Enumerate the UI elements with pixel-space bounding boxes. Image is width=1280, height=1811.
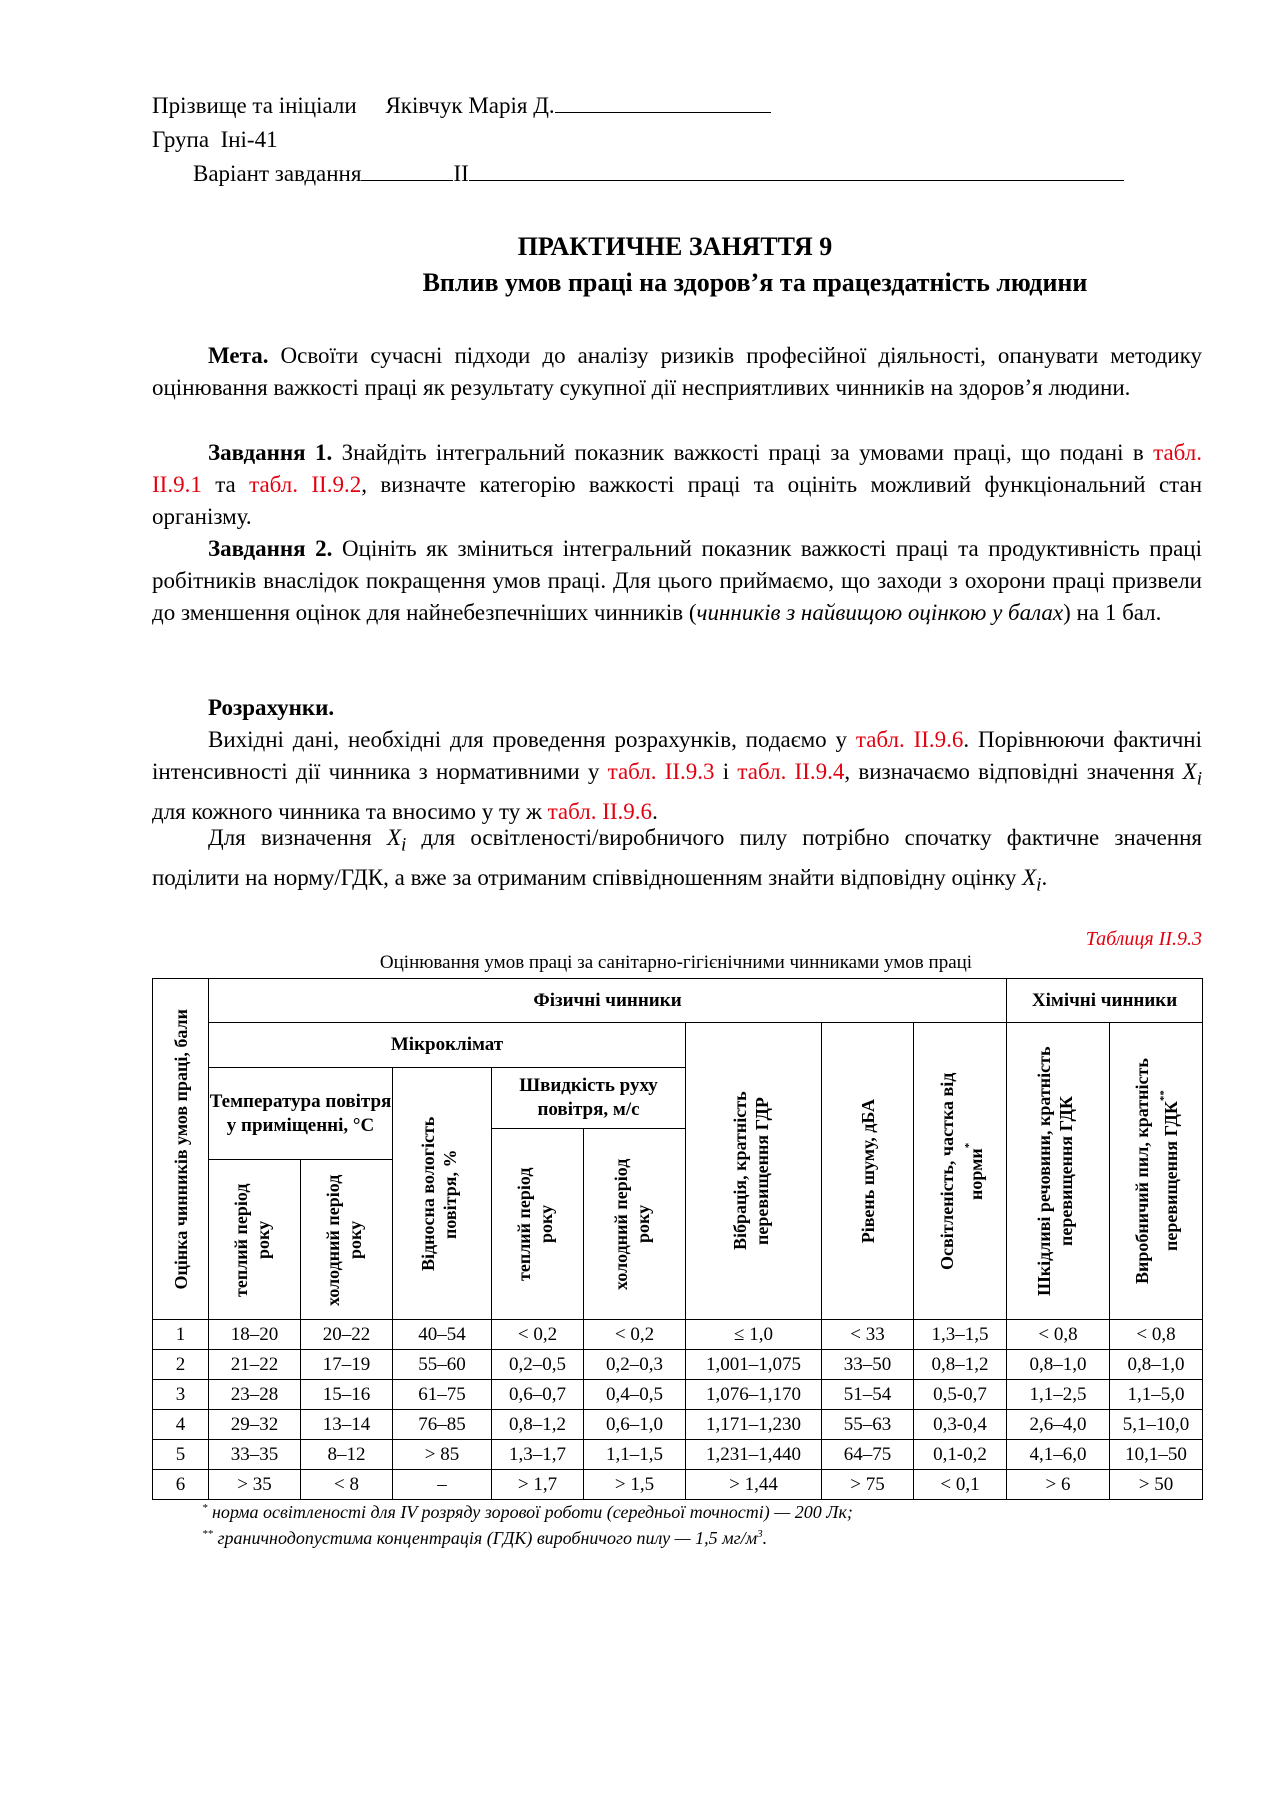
task2-text-a: Оцініть як зміниться інтегральний показник важкості праці та продуктивність праці робітників внаслідок покращення умов праці. Для цього приймаємо, що заходи з охорони праці призвели до зменшення оцінок для найнебезпечніших чинників ( [152,536,1202,625]
page-subtitle: Вплив умов праці на здоров’я та працездатність людини [422,268,1088,297]
page-title: ПРАКТИЧНЕ ЗАНЯТТЯ 9 [517,232,833,261]
table-cell: 51–54 [822,1380,914,1410]
table-cell-score: 4 [153,1410,209,1440]
table-cell: > 1,44 [686,1470,822,1500]
table-cell: 0,8–1,2 [492,1410,584,1440]
table-cell: 33–50 [822,1350,914,1380]
header-microclimate: Мікроклімат [209,1023,686,1068]
task1-label: Завдання 1. [208,440,333,465]
header-speed-cold: холодний період року [584,1129,686,1320]
table-cell: 17–19 [301,1350,393,1380]
table-cell-score: 6 [153,1470,209,1500]
task2-italic: чинників з найвищою оцінкою у балах [696,600,1064,625]
calc-p1-e: для кожного чинника та вносимо у ту ж [152,798,542,824]
table-caption: Таблиця II.9.3 [1085,928,1202,950]
variant-line [193,160,1124,188]
table-row [153,1410,1203,1440]
table-cell: < 0,8 [1007,1320,1110,1350]
calc-p1-d: , визначаємо відповідні значення [844,759,1175,784]
table-cell: 1,1–5,0 [1110,1380,1203,1410]
table-cell: > 35 [209,1470,301,1500]
table-cell: 61–75 [393,1380,492,1410]
table-cell: 21–22 [209,1350,301,1380]
table-body [153,1320,1203,1500]
header-vibration: Вібрація, кратність перевищення ГДР [686,1023,822,1320]
table-cell: 0,1-0,2 [914,1440,1007,1470]
table-row [153,1350,1203,1380]
table-cell: 8–12 [301,1440,393,1470]
goal-label: Мета. [208,343,269,368]
table-cell: 23–28 [209,1380,301,1410]
table-cell: < 33 [822,1320,914,1350]
task1-ref-2[interactable]: табл. II.9.2 [249,472,362,497]
table-cell: 0,2–0,5 [492,1350,584,1380]
table-cell: > 75 [822,1470,914,1500]
table-cell: < 0,2 [584,1320,686,1350]
calc-p2-b: для освітленості/виробничого пилу потрібно спочатку фактичне значення поділити на норму/ГДК, а вже за отриманим співвідношенням знайти відповідну оцінку [152,825,1203,890]
group-value: Іні-41 [220,127,278,152]
table-cell: 10,1–50 [1110,1440,1203,1470]
table-cell: 1,3–1,7 [492,1440,584,1470]
header-speed-warm: теплий період року [492,1129,584,1320]
table-cell: 40–54 [393,1320,492,1350]
table-cell: < 8 [301,1470,393,1500]
table-title: Оцінювання умов праці за санітарно-гігієнічними чинниками умов праці [379,952,973,973]
calc-ref-1[interactable]: табл. II.9.6 [855,727,964,752]
header-lighting: Освітленість, частка від норми* [914,1023,1007,1320]
header-harmful: Шкідливі речовини, кратність перевищення ГДК [1007,1023,1110,1320]
table-cell: 0,6–0,7 [492,1380,584,1410]
table-cell: < 0,8 [1110,1320,1203,1350]
calc-paragraph-2 [152,822,1202,901]
table-cell: 5,1–10,0 [1110,1410,1203,1440]
group-line [152,126,278,154]
table-cell: 64–75 [822,1440,914,1470]
table-cell-score: 2 [153,1350,209,1380]
name-underline [555,92,771,113]
table-cell-score: 1 [153,1320,209,1350]
table-cell: 0,8–1,2 [914,1350,1007,1380]
task2-text-b: ) на 1 бал. [1063,600,1162,625]
table-cell: 76–85 [393,1410,492,1440]
table-cell: 55–60 [393,1350,492,1380]
header-temp-cold: холодний період року [301,1160,393,1320]
table-cell: 0,4–0,5 [584,1380,686,1410]
task1-ref-1[interactable]: табл. II.9.1 [152,440,1203,497]
table-cell: 13–14 [301,1410,393,1440]
calc-paragraph-1 [152,724,1202,828]
xi-symbol-3: $X_i$ [1022,864,1042,896]
name-value: Яківчук Марія Д. [385,93,555,118]
calc-p1-a: Вихідні дані, необхідні для проведення розрахунків, подаємо у [208,727,848,752]
conditions-table [152,978,1203,1500]
goal-paragraph [152,340,1202,404]
name-label: Прізвище та ініціали [152,93,357,118]
header-dust: Виробничий пил, кратність перевищення ГДК** [1110,1023,1203,1320]
table-cell-score: 5 [153,1440,209,1470]
table-cell: 15–16 [301,1380,393,1410]
table-row [153,1320,1203,1350]
variant-underline-2 [469,160,1124,181]
name-line [152,92,771,120]
calc-p2-a: Для визначення [208,825,372,850]
calc-p1-c: і [722,759,730,784]
calc-ref-3[interactable]: табл. II.9.4 [737,759,845,784]
table-cell: 0,6–1,0 [584,1410,686,1440]
table-cell: – [393,1470,492,1500]
table-cell-score: 3 [153,1380,209,1410]
calc-ref-4[interactable]: табл. II.9.6 [547,798,653,824]
header-score: Оцінка чинників умов праці, бали [153,979,209,1320]
table-cell: 1,231–1,440 [686,1440,822,1470]
header-physical: Фізичні чинники [209,979,1007,1023]
table-cell: 0,8–1,0 [1007,1350,1110,1380]
header-temp-warm: теплий період року [209,1160,301,1320]
calc-heading [152,692,1202,724]
group-label: Група [152,127,210,152]
table-row [153,1440,1203,1470]
xi-symbol: $X_i$ [1182,759,1203,790]
task1-text-b: , визначте категорію важкості праці та оцініть можливий функціональний стан організму. [152,472,1203,529]
goal-text: Освоїти сучасні підходи до аналізу ризиків професійної діяльності, опанувати методику оцінювання важкості праці як результату сукупної дії несприятливих чинників на здоров’я людини. [152,343,1203,400]
header-temperature: Температура повітря у приміщенні, °С [209,1068,393,1160]
table-cell: 0,2–0,3 [584,1350,686,1380]
calc-p1-f: . [652,798,658,824]
table-cell: 1,171–1,230 [686,1410,822,1440]
table-cell: > 85 [393,1440,492,1470]
table-cell: > 50 [1110,1470,1203,1500]
table-cell: 1,1–2,5 [1007,1380,1110,1410]
table-cell: > 6 [1007,1470,1110,1500]
table-cell: 0,5-0,7 [914,1380,1007,1410]
table-cell: 1,1–1,5 [584,1440,686,1470]
table-cell: 1,076–1,170 [686,1380,822,1410]
task1-and: та [215,472,236,497]
table-cell: 29–32 [209,1410,301,1440]
table-cell: 0,3-0,4 [914,1410,1007,1440]
variant-underline-1 [361,160,453,181]
footnote-1: * норма освітленості для IV розряду зорової роботи (середньої точності) — 200 Лк; [202,1502,853,1522]
xi-symbol-2: $X_i$ [386,825,407,856]
calc-p2-c: . [1041,864,1048,890]
table-cell: > 1,5 [584,1470,686,1500]
calc-ref-2[interactable]: табл. II.9.3 [607,759,715,784]
variant-label: Варіант завдання [193,161,362,186]
table-cell: ≤ 1,0 [686,1320,822,1350]
table-cell: < 0,1 [914,1470,1007,1500]
table-cell: 33–35 [209,1440,301,1470]
task1-text-a: Знайдіть інтегральний показник важкості праці за умовами праці, що подані в [341,440,1144,465]
header-noise: Рівень шуму, дБА [822,1023,914,1320]
table-cell: 55–63 [822,1410,914,1440]
table-cell: 20–22 [301,1320,393,1350]
variant-value: II [453,161,469,186]
header-chemical: Хімічні чинники [1007,979,1203,1023]
table-cell: 4,1–6,0 [1007,1440,1110,1470]
calc-heading-text: Розрахунки. [208,695,335,720]
table-cell: > 1,7 [492,1470,584,1500]
table-row [153,1380,1203,1410]
table-row [153,1470,1203,1500]
header-humidity: Відносна вологість повітря, % [393,1068,492,1320]
table-cell: 18–20 [209,1320,301,1350]
task1-paragraph [152,437,1202,533]
table-cell: < 0,2 [492,1320,584,1350]
calc-p1-b: . Порівнюючи фактичні інтенсивності дії чинника з нормативними у [152,727,1202,784]
table-cell: 0,8–1,0 [1110,1350,1203,1380]
task2-paragraph [152,533,1202,629]
footnote-2: ** граничнодопустима концентрація (ГДК) виробничого пилу — 1,5 $мг/м^3$. [202,1528,768,1548]
header-air-speed: Швидкість руху повітря, м/с [492,1068,686,1129]
table-cell: 2,6–4,0 [1007,1410,1110,1440]
task2-label: Завдання 2. [208,536,333,561]
table-cell: 1,001–1,075 [686,1350,822,1380]
table-cell: 1,3–1,5 [914,1320,1007,1350]
